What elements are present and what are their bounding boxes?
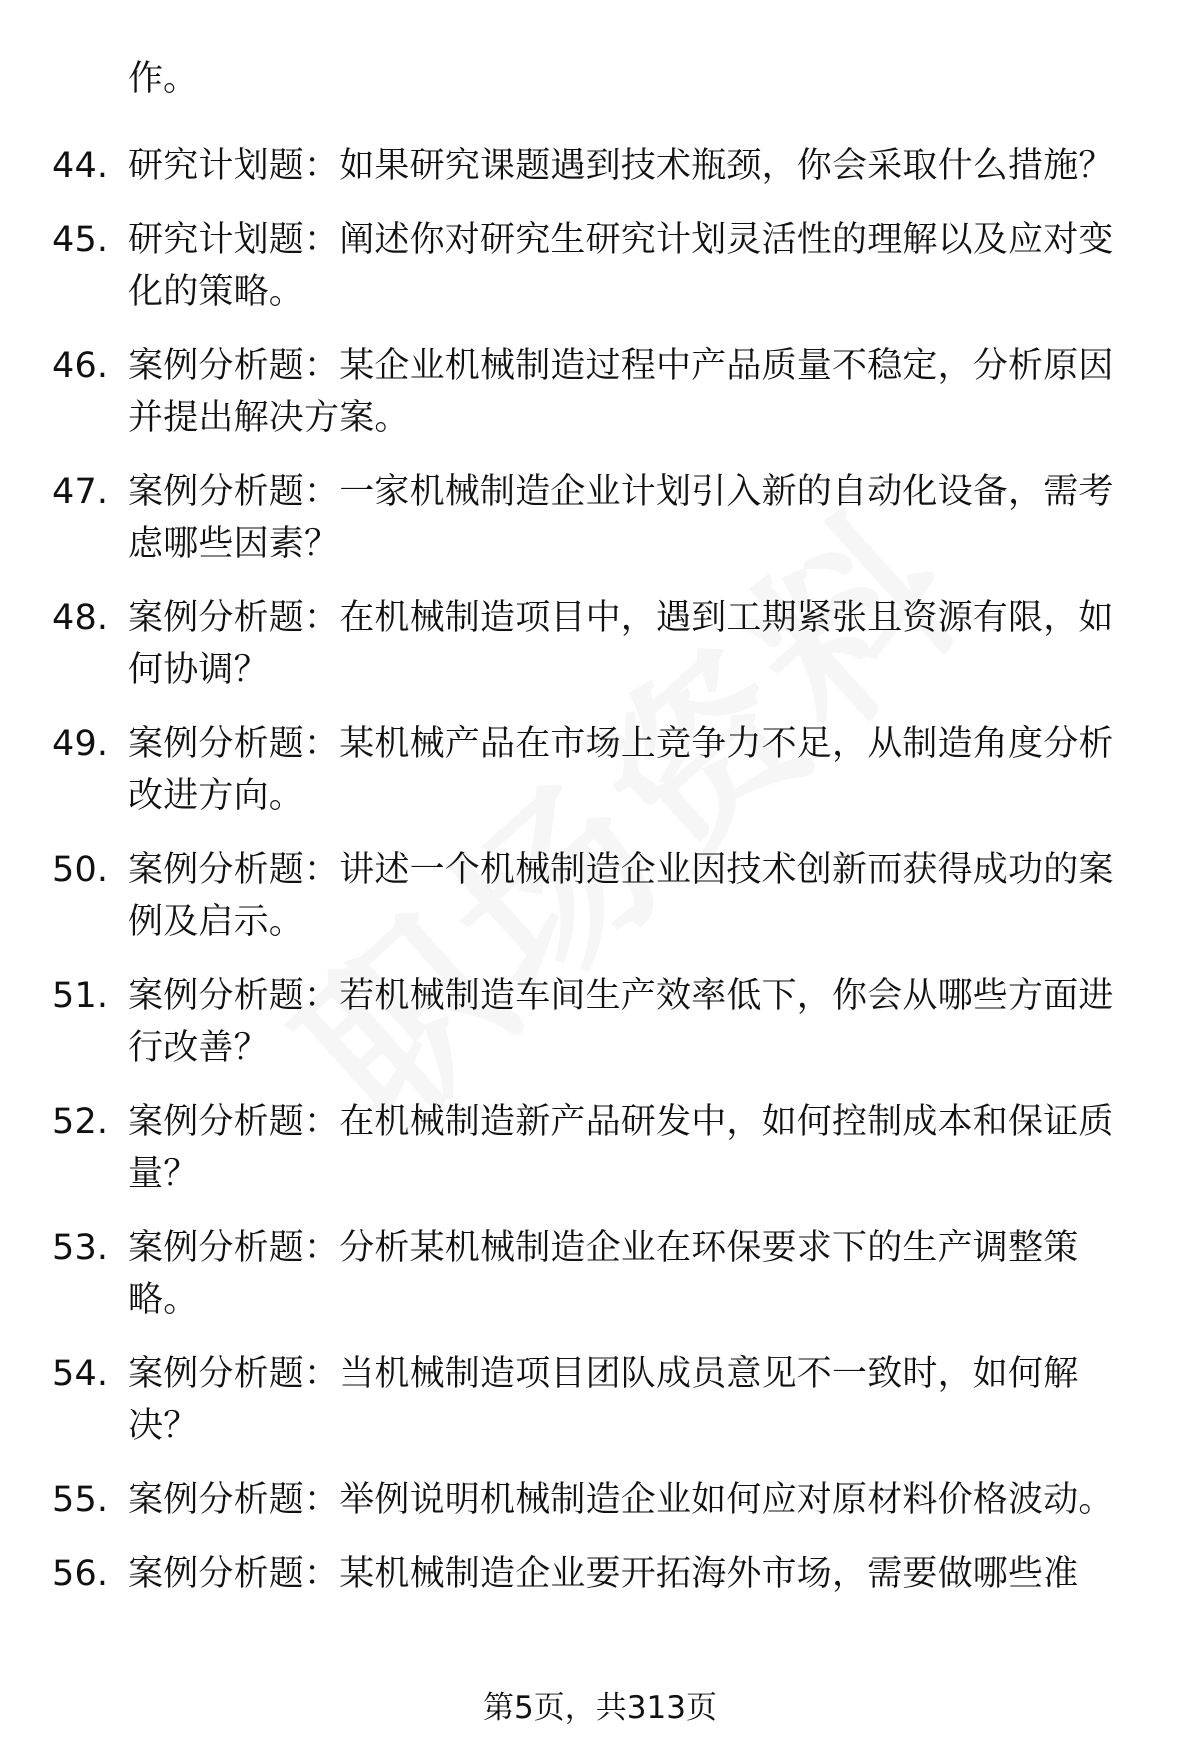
question-item [0, 592, 1200, 696]
question-number: 46. [52, 346, 109, 386]
question-number: 55. [52, 1480, 109, 1520]
page-footer: 第5页，共313页 [483, 1690, 717, 1726]
question-item [0, 1548, 1200, 1600]
question-item [0, 1474, 1200, 1526]
question-text: 案例分析题：分析某机械制造企业在环保要求下的生产调整策略。 [128, 1228, 1079, 1320]
question-item [0, 340, 1200, 444]
question-text: 研究计划题：阐述你对研究生研究计划灵活性的理解以及应对变化的策略。 [128, 220, 1114, 312]
question-number: 49. [52, 724, 109, 764]
question-number: 48. [52, 598, 109, 638]
question-list [0, 140, 1200, 1622]
question-number: 51. [52, 976, 109, 1016]
question-item [0, 970, 1200, 1074]
question-item [0, 1096, 1200, 1200]
question-item [0, 1222, 1200, 1326]
question-number: 53. [52, 1228, 109, 1268]
question-text: 案例分析题：一家机械制造企业计划引入新的自动化设备，需考虑哪些因素？ [128, 472, 1114, 564]
question-item [0, 214, 1200, 318]
question-number: 56. [52, 1554, 109, 1594]
continuation-text: 作。 [128, 59, 199, 99]
question-text: 案例分析题：举例说明机械制造企业如何应对原材料价格波动。 [128, 1480, 1114, 1520]
question-text: 案例分析题：某机械产品在市场上竞争力不足，从制造角度分析改进方向。 [128, 724, 1114, 816]
question-text: 案例分析题：若机械制造车间生产效率低下，你会从哪些方面进行改善？ [128, 976, 1114, 1068]
question-text: 案例分析题：讲述一个机械制造企业因技术创新而获得成功的案例及启示。 [128, 850, 1114, 942]
question-number: 45. [52, 220, 109, 260]
question-item [0, 140, 1200, 192]
question-item [0, 844, 1200, 948]
question-item [0, 1348, 1200, 1452]
question-text: 案例分析题：在机械制造新产品研发中，如何控制成本和保证质量？ [128, 1102, 1114, 1194]
question-number: 52. [52, 1102, 109, 1142]
question-number: 44. [52, 146, 109, 186]
question-text: 案例分析题：当机械制造项目团队成员意见不一致时，如何解决？ [128, 1354, 1079, 1446]
question-text: 研究计划题：如果研究课题遇到技术瓶颈，你会采取什么措施？ [128, 146, 1114, 186]
question-number: 54. [52, 1354, 109, 1394]
question-number: 50. [52, 850, 109, 890]
question-text: 案例分析题：某机械制造企业要开拓海外市场，需要做哪些准 [128, 1554, 1079, 1594]
question-item [0, 718, 1200, 822]
question-text: 案例分析题：某企业机械制造过程中产品质量不稳定，分析原因并提出解决方案。 [128, 346, 1114, 438]
question-number: 47. [52, 472, 109, 512]
question-text: 案例分析题：在机械制造项目中，遇到工期紧张且资源有限，如何协调？ [128, 598, 1114, 690]
question-item [0, 466, 1200, 570]
